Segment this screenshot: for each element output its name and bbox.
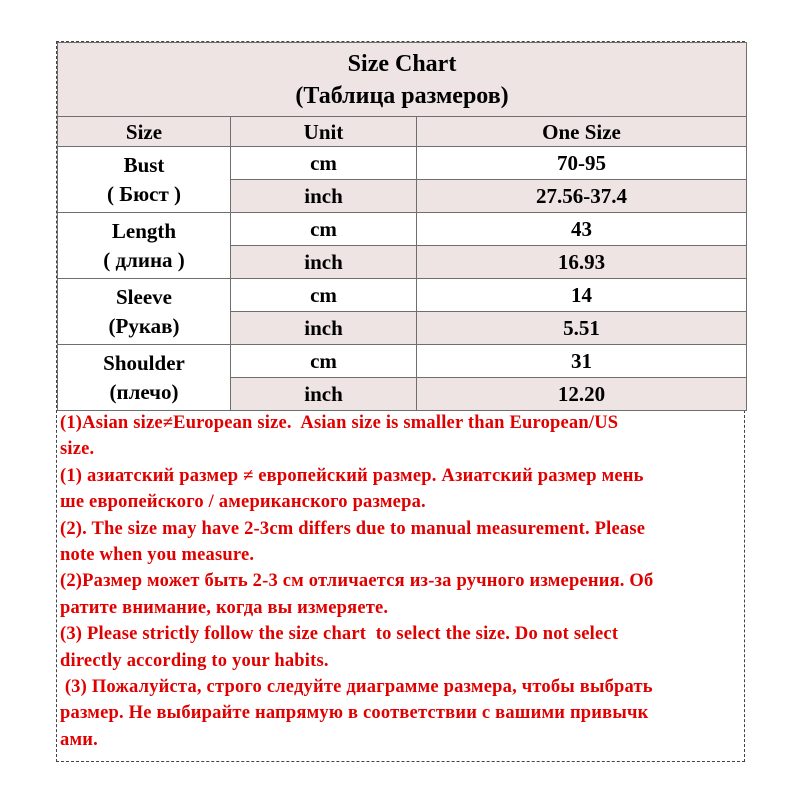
unit-inch: inch [231, 378, 417, 411]
note-line: note when you measure. [60, 545, 255, 566]
row-label-sleeve [58, 279, 231, 345]
unit-cm: cm [231, 147, 417, 180]
label-length: Length [111, 218, 177, 243]
value-bust-cm: 70-95 [417, 147, 747, 180]
label-length-ru: ( длина ) [103, 247, 185, 272]
note-line: ратите внимание, когда вы измеряете. [60, 597, 389, 618]
size-chart-table [57, 42, 747, 411]
note-line: размер. Не выбирайте напрямую в соответствии с вашими привычк [60, 703, 649, 724]
chart-title [58, 43, 747, 117]
label-sleeve-ru: (Рукав) [108, 313, 180, 338]
note-line: (1)Asian size≠European size. Asian size is smaller than European/US [60, 413, 619, 433]
note-line: (1) азиатский размер ≠ европейский размер. Азиатский размер мень [60, 465, 644, 486]
label-shoulder-ru: (плечо) [109, 379, 179, 404]
row-label-shoulder [58, 345, 231, 411]
chart-title-ru: (Таблица размеров) [295, 82, 509, 109]
value-length-cm: 43 [417, 213, 747, 246]
note-line: ами. [60, 729, 98, 750]
unit-inch: inch [231, 246, 417, 279]
note-line: directly according to your habits. [60, 650, 329, 671]
unit-inch: inch [231, 312, 417, 345]
label-sleeve: Sleeve [116, 284, 172, 309]
note-line: (2). The size may have 2-3cm differs due to manual measurement. Please [60, 518, 646, 539]
unit-inch: inch [231, 180, 417, 213]
value-sleeve-inch: 5.51 [417, 312, 747, 345]
unit-cm: cm [231, 279, 417, 312]
unit-cm: cm [231, 345, 417, 378]
note-line: (2)Размер может быть 2-3 см отличается из-за ручного измерения. Об [60, 571, 654, 592]
value-shoulder-cm: 31 [417, 345, 747, 378]
note-line: (3) Пожалуйста, строго следуйте диаграмме размера, чтобы выбрать [60, 677, 653, 698]
value-sleeve-cm: 14 [417, 279, 747, 312]
label-bust: Bust [123, 152, 165, 177]
row-label-bust [58, 147, 231, 213]
note-line: ше европейского / американского размера. [60, 492, 426, 513]
header-unit: Unit [231, 117, 417, 147]
row-label-length [58, 213, 231, 279]
label-shoulder: Shoulder [103, 350, 185, 375]
chart-title-en: Size Chart [347, 50, 457, 77]
header-size: Size [58, 117, 231, 147]
value-shoulder-inch: 12.20 [417, 378, 747, 411]
note-line: size. [60, 439, 95, 460]
note-line: (3) Please strictly follow the size chart to select the size. Do not select [60, 624, 619, 645]
value-bust-inch: 27.56-37.4 [417, 180, 747, 213]
unit-cm: cm [231, 213, 417, 246]
header-one-size: One Size [417, 117, 747, 147]
value-length-inch: 16.93 [417, 246, 747, 279]
label-bust-ru: ( Бюст ) [106, 181, 182, 206]
size-notes [60, 410, 744, 753]
